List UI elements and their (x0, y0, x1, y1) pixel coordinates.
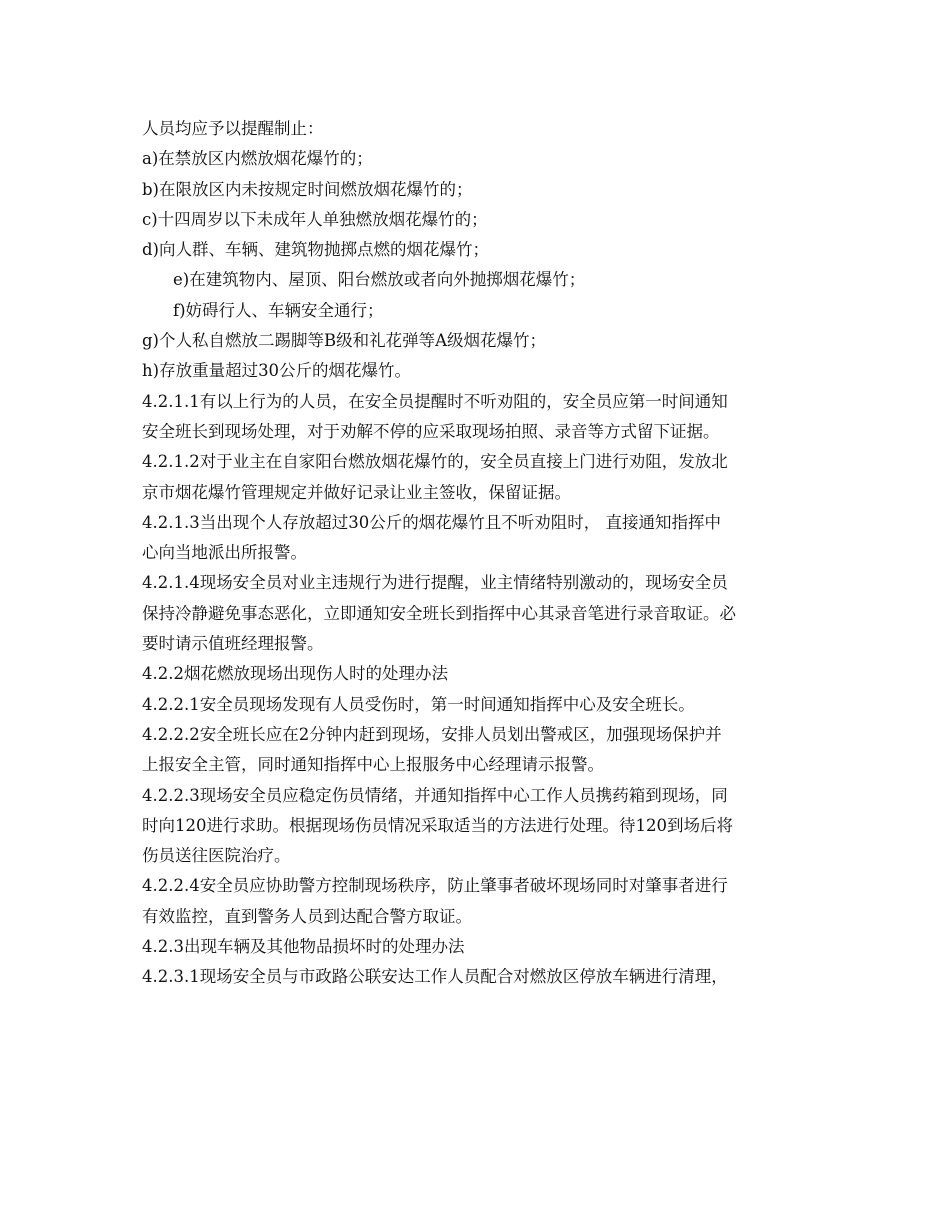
text-line: 伤员送往医院治疗。 (142, 846, 291, 866)
text-line: 有效监控，直到警务人员到达配合警方取证。 (142, 906, 472, 926)
text-line: 4.2.2.1安全员现场发现有人员受伤时，第一时间通知指挥中心及安全班长。 (142, 694, 695, 714)
text-line: 4.2.2.4安全员应协助警方控制现场秩序，防止肇事者破坏现场同时对肇事者进行 (142, 876, 728, 896)
text-line: d)向人群、车辆、建筑物抛掷点燃的烟花爆竹； (142, 240, 489, 260)
text-line: 安全班长到现场处理，对于劝解不停的应采取现场拍照、录音等方式留下证据。 (142, 421, 720, 441)
text-line: c)十四周岁以下未成年人单独燃放烟花爆竹的； (142, 209, 488, 229)
text-line: f)妨碍行人、车辆安全通行； (173, 300, 384, 320)
text-line: g)个人私自燃放二踢脚等B级和礼花弹等A级烟花爆竹； (142, 331, 547, 351)
text-line: 人员均应予以提醒制止： (142, 119, 324, 138)
text-line: 4.2.2.3现场安全员应稳定伤员情绪，并通知指挥中心工作人员携药箱到现场，同 (142, 785, 728, 805)
text-line: 京市烟花爆竹管理规定并做好记录让业主签收，保留证据。 (142, 482, 571, 502)
text-line: 4.2.1.3当出现个人存放超过30公斤的烟花爆竹且不听劝阻时， 直接通知指挥中 (142, 512, 721, 532)
text-line: 保持冷静避免事态恶化，立即通知安全班长到指挥中心其录音笔进行录音取证。必 (142, 603, 736, 623)
text-line: 要时请示值班经理报警。 (142, 634, 324, 654)
text-line: 4.2.1.4现场安全员对业主违规行为进行提醒，业主情绪特别激动的，现场安全员 (142, 573, 728, 593)
text-line: 4.2.2.2安全班长应在2分钟内赶到现场，安排人员划出警戒区，加强现场保护并 (142, 724, 722, 744)
text-line: a)在禁放区内燃放烟花爆竹的； (142, 149, 373, 169)
text-line: b)在限放区内未按规定时间燃放烟花爆竹的； (142, 179, 473, 199)
text-line: e)在建筑物内、屋顶、阳台燃放或者向外抛掷烟花爆竹； (173, 270, 586, 290)
text-line: 心向当地派出所报警。 (142, 543, 307, 563)
text-line: 4.2.3出现车辆及其他物品损坏时的处理办法 (142, 937, 465, 957)
text-line: 上报安全主管，同时通知指挥中心上报服务中心经理请示报警。 (142, 755, 604, 775)
text-line: 4.2.1.1有以上行为的人员，在安全员提醒时不听劝阻的，安全员应第一时间通知 (142, 391, 728, 411)
text-line: 时向120进行求助。根据现场伤员情况采取适当的方法进行处理。待120到场后将 (142, 815, 733, 835)
text-line: 4.2.3.1现场安全员与市政路公联安达工作人员配合对燃放区停放车辆进行清理， (142, 967, 728, 987)
text-line: 4.2.2烟花燃放现场出现伤人时的处理办法 (142, 664, 448, 684)
text-line: h)存放重量超过30公斤的烟花爆竹。 (142, 361, 412, 381)
text-line: 4.2.1.2对于业主在自家阳台燃放烟花爆竹的，安全员直接上门进行劝阻，发放北 (142, 452, 728, 472)
document-body (142, 114, 822, 993)
